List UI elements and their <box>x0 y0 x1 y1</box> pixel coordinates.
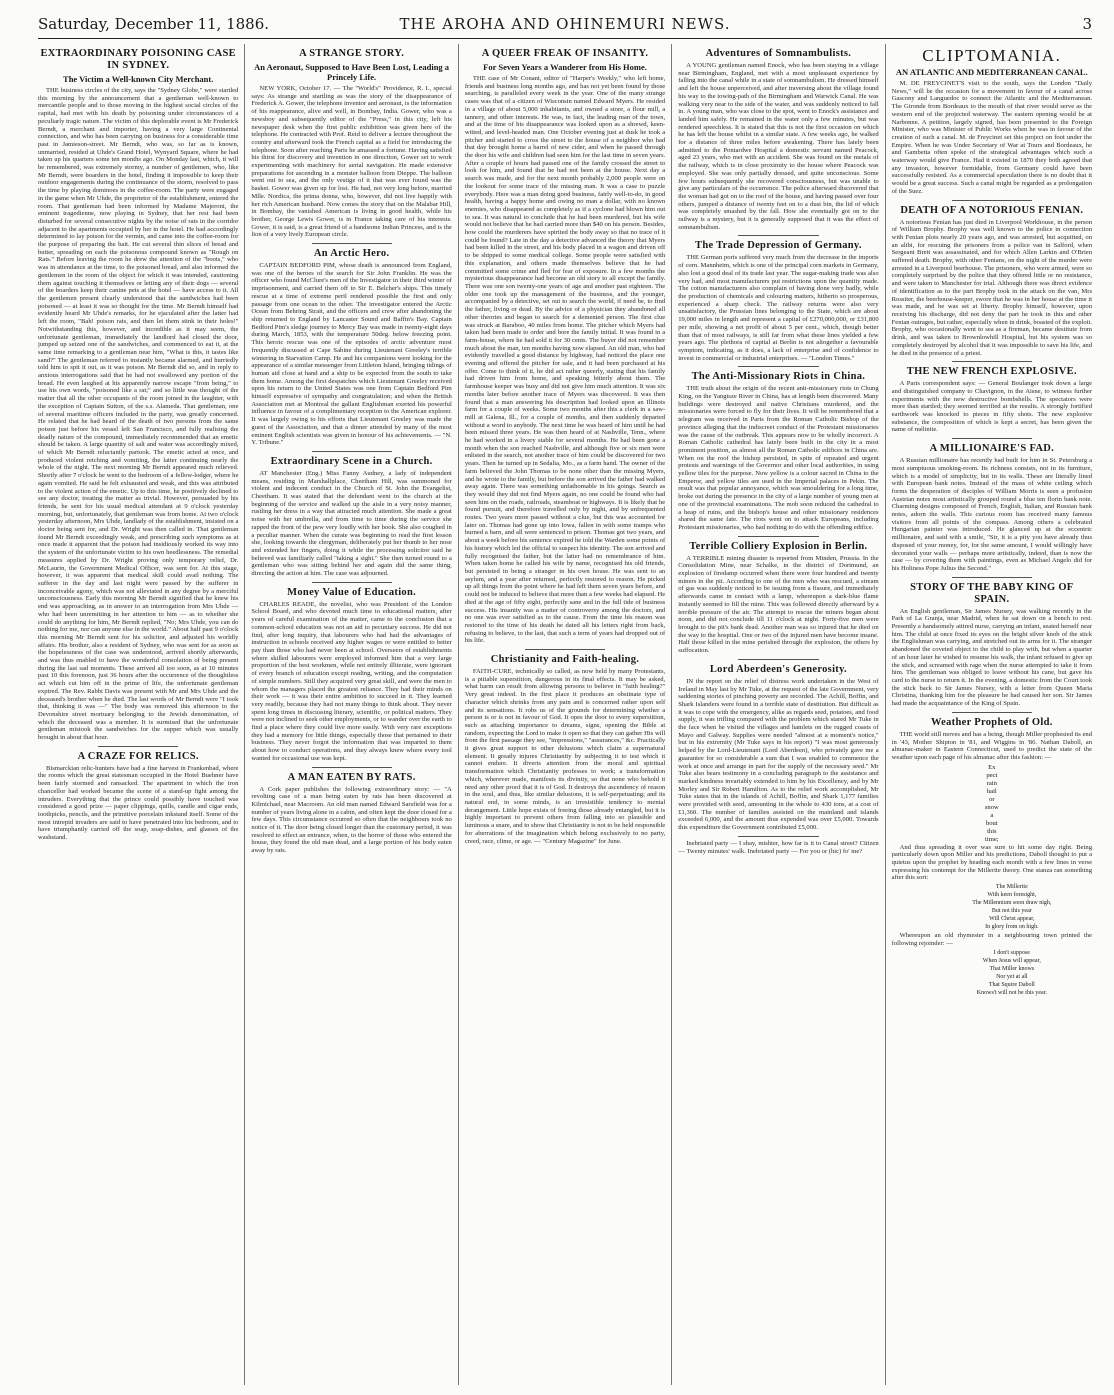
article-headline: A MAN EATEN BY RATS. <box>287 771 416 783</box>
article-headline: An Arctic Hero. <box>313 248 390 260</box>
verse-line: I don't suppose <box>993 949 1030 956</box>
verse-line: Ex <box>988 763 996 771</box>
verse-line: With keen foresight, <box>987 892 1037 899</box>
almanac-verse <box>892 764 1092 844</box>
divider <box>312 767 392 768</box>
newspaper-title: THE AROHA AND OHINEMURI NEWS. <box>399 15 731 33</box>
article-body: THE truth about the origin of the recent anti-missionary riots in Chung King, on the Yangtsze River in China, has at length been discovered. Many buildings were destroyed and native Christians murdered, and the missionaries were forced to fly for their lives. It will be remembered that a telegram was received in Paris from the Roman Catholic Bishop of the province alleging that the indiscreet conduct of the Protestant missionaries was the cause of the outbreak. This appears now to be wholly incorrect. A Roman Catholic cathedral has lately been built in the city in a most prominent position, as almost all the Roman Catholic edifices in China are. When on the roof the bishop persisted, in spite of repeated and urgent protests and warnings of the Governor and other local authorities, in using yellow tiles for the purpose. Now yellow is a colour sacred in China to the Emperor, and yellow tiles are used in the Imperial palaces in Pekin. The result was that popular annoyance, which was smouldering for a long time, broke out during the presence in the city of a large number of young men at one of the provincial examinations. The mob soon reduced the cathedral to a heap of ruins, and the bishop's house and other missionary residences shared the same fate. The riots went on to attack Europeans, including Protestant missionaries, who had nothing to do with the offending edifice. <box>678 385 879 531</box>
verse-line: this <box>987 827 997 835</box>
article-body: A notorious Fenian has just died in Liverpool Workhouse, in the person of William Brophy. Brophy was well known to the police in connection with Fenian plots nearly 20 years ago, and was arrested, but acquitted, on an alibi, for rescuing the prisoners from a police van in Salford, when Sergeant Brett was assassinated, and for which Allen Larkin and O'Brien suffered death. Brophy, with other Fenians, on the night of the murder were arrested in a Liverpool beerhouse. The prisoners, who were armed, were so completely surprised by the police that they offered little or no resistance, and were taken to Manchester for trial. Although there was direct evidence of identification as to the part Brophy took in the attack on the van, Mrs Rossiter, the beerhouse-keeper, swore that he was in her house at the time it was made, and he was set at liberty. Brophy himself, however, upon receiving his discharge, did not deny the part he took in this and other Fenian outrages, but rather, especially when in drink, boasted of the exploit. Brophy, who occasionally went to sea as a fireman, became destitute from drink, and was taken to Brownlowhill Hospital, but his system was so completely destroyed by alcohol that it was impossible to save his life, and he died in the presence of a priest. <box>891 218 1093 357</box>
article-headline: Extraordinary Scene in a Church. <box>270 455 433 467</box>
divider <box>952 200 1032 201</box>
columns <box>38 44 1092 1385</box>
column-5 <box>885 44 1092 1385</box>
article-body: CHARLES READE, the novelist, who was President of the London School Board, and who devoted much time to educational matters, after years of careful examination of the matter, came to the conclusion that a common-school education was not an aid to pecuniary success. He did not find, after long inquiry, that labourers who had had the advantages of instruction in schools received any higher wages or were entitled to better pay than those who had never been at school. Overseers of establishments where skilled labourers were employed informed him that a very large proportion of the best workmen, while not entirely illiterate, were ignorant of every branch of education except reading, writing, and the computation of simple numbers. Still they acquired very great skill, and were the men to whom the managers placed the greatest reliance. They had their minds on their work — it was their entire ambition to succeed in it. They learned very readily, because they had not many things to think about. They never spent long times in discussing literary, scientific, or political matters. They were not inclined to seek other employments, or to wander over the earth to find a place where they could live more easily. With very rare exceptions they had a memory for little things, especially those that pertained to their business. They never forgot the information that was imparted to them about how to conduct operations, and they always knew where every tool wanted for occasional use was kept. <box>251 600 452 762</box>
divider <box>312 451 392 452</box>
article-body: And thus spreading it over was sure to hit some day right. Being particularly down upon Miller and his predictions, Daboll thought to put a quietus upon the prophet by heading each month with a few lines in verse expressing his contempt for the Millerite theory. One stanza ran something after this sort: <box>891 843 1093 882</box>
divider <box>952 712 1032 713</box>
verse-line: snow <box>984 803 999 811</box>
article-body: A Russian millionaire has recently had built for him in St. Petersburg a most sumptuous smoking-room. Its richness consists, not in its furniture, which is a model of simplicity, but in its walls. These are literally lined with European bank notes. Instead of the mass of white ceiling which forms the desperation of disciples of William Morris is seen a profusion Austrian notes most artistically grouped round a blue ten florin bank note. Charming designs composed of French, English, Italian, and Russian bank notes, adorn the walls. This curious room has received many famous visitors from all points of the compass. Among others a celebrated Hungarian painter was introduced. He glanced up at the eccentric millionaire, and said with a smile, "Sir, it is a pity you have already thus disposed of your money, for, for the same amount, I would willingly have decorated your walls — perhaps more artistically, indeed, than is now the case — by covering them with paintings, even as Michael Angelo did for his Holiness Pope Julius the Second." <box>891 457 1093 572</box>
divider <box>952 438 1032 439</box>
divider <box>738 659 818 660</box>
article-headline: Christianity and Faith-healing. <box>490 654 640 666</box>
verse-line: bout <box>985 819 998 827</box>
divider <box>738 836 818 837</box>
column-3 <box>458 44 671 1385</box>
article-body: A Cork paper publishes the following extraordinary story: — "A revolting case of a man being eaten by rats has been discovered at Kilmichael, near Macroom. An old man named Edward Sarsfield was for a number of years living alone in a cabin, and often kept the door closed for a few days. This circumstance occurred so often that the neighbours took no notice of it. The door being closed longer than the customary period, it was resolved to effect an entrance, when, to the horror of those who entered the house, they found the old man dead, and a large portion of his body eaten away by rats. <box>251 785 452 855</box>
divider <box>738 366 818 367</box>
article-headline: A CRAZE FOR RELICS. <box>77 750 199 762</box>
filler-joke: Inebriated party — I shay, mishter, how far is it to Canal street? Citizen — Twenty minutes' walk. Inebriated party — For you or (hic) fo' me? <box>678 839 879 855</box>
article-headline: A STRANGE STORY. <box>299 48 405 59</box>
verse-line: hail <box>986 787 997 795</box>
verse-line: But not this year <box>991 908 1032 915</box>
article-body: M. DE FREYCINET'S visit to the south, says the London "Daily News," will be the occasion for a movement in favour of a canal across Gascony and Languedoc to connect the Atlantic and the Mediterranean. The Gironde from Bordeaux to the mouth of that river would serve as the western end of the projected waterway. The eastern opening would be at Narbonne. A petition, largely signed, has been presented to the Foreign Minister, who was Minister of Public Works when he was in favour of the creation of such a canal. M. de Freycinet set this project on foot under the Empire. When he was Under Secretary of War at Tours and Bordeaux, he and Gambetta often spoke of the strategical advantages which such a waterway would give France. Had it existed in 1870 they both agreed that any invasion, however formidable, from Germany could have been successfully resisted. As a commercial speculation there is no doubt that it would be a great success. Such a canal might be regarded as a prolongation of the Suez. <box>891 80 1093 195</box>
article-body: CAPTAIN BEDFORD PIM, whose death is announced from England, was one of the heroes of the search for Sir John Franklin. He was the officer who found McClure's men of the Investigator in their third winter of imprisonment, and carried them off to Sir E. Belcher's ships. This timely rescue at a time of extreme peril rendered possible the first and only passage from one ocean to the other. The investigator entered the Arctic Ocean from Behring Strait, and the officers and crew after abandoning the ship returned to England by Lancaster Sound and Baffin's Bay. Captain Bedford Pim's sledge journey to Mercy Bay was made in twenty-eight days during March, 1853, with the temperature 50deg. below freezing point. This heroic rescue was one of the episodes of arctic adventure most frequently discussed at Cape Sabine during Lieutenant Greeley's terrible wintering in Starvation Camp. He and his companions were looking for the appearance of a similar messenger from Littleton Island, bringing tidings of human aid close at hand and a ship to be expected from the south to take them home. Among the first despatches which Lieutenant Greeley received upon his return to the United States was one from Captain Bedford Pim himself expressive of sympathy and congratulation; and when the British Association met at Montreal the gallant Englishman exerted his powerful influence in favour of a complimentary reception to the American explorer. It was largely owing to his efforts that Lieutenant Greeley was made the guest of the Association, and that a dinner attended by many of the most eminent English scientists was given in honour of his achievements. — "N. Y. Tribune." <box>251 262 452 447</box>
divider <box>952 577 1032 578</box>
article-headline: Weather Prophets of Old. <box>930 716 1053 728</box>
article-headline: STORY OF THE BABY KING OF SPAIN. <box>910 581 1074 605</box>
article-body: A TERRIBLE mining disaster is reported from Minden, Prussia. In the Consolidation Mine, near Schalke, in the district of Dortmund, an explosion of firedamp occurred when there were four hundred and twenty miners in the pit. According to one of the men who was rescued, a stream of gas was suddenly noticed to be issuing from a fissure, and immediately afterwards came in contact with a lamp, whereupon a dark-blue flame instantly seemed to fill the mine. This was followed directly afterward by a terrible pressure of the air. The attempt to rescue the miners began about noon, and did not conclude till 11 o'clock at night. Forty-five men were brought to the pit's bank dead. Another man was so injured that he died on the way to the hospital. One or two of the injured men have become insane. Half those killed in the mine perished through the explosion, the others by suffocation. <box>678 554 879 655</box>
article-body: An English gentleman, Sir James Nursey, was walking recently in the Park of La Granja, near Madrid, when he sat down on a bench to rest. Presently a handsomely attired nurse, carrying an infant, seated herself near him. The child at once fixed its eyes on the bright silver knob of the stick the Englishman was carrying, and stretched out its arms for it. The stranger abandoned the coveted object to the child to play with, but when a quarter of an hour later he wished to resume his walk, the infant refused to give up the stick, and screamed with rage when the nurse attempted to take it from him. The gentleman was obliged to leave without his cane, but gave his card to the nurse to return it. In the evening, a domestic from the Court took the stick back to Sir James Nursey, with a letter from Queen Maria Christina, thanking him for the pleasure he had caused her son. Sir James had made the acquaintance of the King of Spain. <box>891 607 1093 708</box>
article-body: A Paris correspondent says: — General Boulanger took down a large and distinguished company to Chavignon, in the Aisne, to witness further experiments with the new destructive bombshells. The spectators were more than startled; they seemed terrified at the results. A strongly fortified earthwork was knocked to pieces in fifty shots. The new explosive substance, the composition of which is kept a secret, has been given the name of mélinite. <box>891 380 1093 434</box>
article-body: THE business circles of the city, says the "Sydney Globe," were startled this morning by the announcement that a gentleman well-known to mercantile people and to those moving in the highest social circles of the capital, had met with his death by poisoning under circumstances of a peculiarly tragic nature. The victim of this deplorable event is Mr Frederick Berndt, a merchant and importer, having a very large Continental connection, and who has been carrying on business for a considerable time past in Jamieson-street. Mr Berndt, who was, so far as is known, unmarried, resided at Uhde's Grand Hotel, Wynyard Square, where he had taken up his quarters some ten months ago. On Monday last, which, it will be remembered, was extremely stormy, a number of gentlemen, who, like Mr Berndt, were boarders in the hotel, finding it impossible to keep their outdoor engagements during the continuance of the storm, resolved to pass the time by playing dominoes in the coffee-room. The party were engaged in the game when Mr Uhde, the proprietor of the establishment, entered the room. That gentleman had been informed by Madame Majeroni, the eminent tragedienne, now playing in Sydney, that her rest had been disturbed for several consecutive nights by the noise of rats in the corridor adjacent to the apartments occupied by her in the hotel. He had accordingly determined to lay poison for the vermin, and came into the coffee-room for the purpose of preparing the bait. He cut several thin slices of bread and butter, spreading on each the poisonous compound known as "Rough on Rats." Before leaving the room he drew the attention of the "boots," who was in attendance at the time, to the poisoned bread, and also informed the gentlemen in the room of the object for which it was intended, cautioning them against touching it themselves or letting any of their dogs — several of the boarders keep their canine pets at the hotel — have access to it. All the gentlemen present clearly understood that the sandwiches had been poisoned — at least it was so thought for the time. Mr Berndt himself had evidently heard Mr Uhde's remarks, for he ejaculated after the latter had left the room, "Bah! poison rats, and then let them stink in their holes!" Notwithstanding this, however, and incredible as it may seem, the unfortunate gentleman, immediately the landlord had closed the door, jumped up seized one of the sandwiches, and commenced to eat it, at the same time remarking to a gentleman near him, "What is this, it tastes like sand?" The gentleman referred to instantly became alarmed, and hurriedly told him to spit it out, as it was poison. Mr Berndt did so, and in reply to anxious interrogations said that he had not swallowed any portion of the bread. He even laughed at his apparently narrow escape "from being," to use his own words, "poisoned like a rat;" and so little was thought of the matter that all the other occupants of the room joined in the laughter, with the exception of Captain Sutton, of the s.s. Alameda. That gentleman, one of several maritime officers included in the party, was greatly concerned. He related that he had heard of the death of two persons from the same poison just before his vessel left San Francisco, and fully realising the deadly nature of the compound, immediately recommended that an emetic should be taken. A large quantity of salt and water was accordingly mixed, of which Mr Berndt reluctantly partook. The emetic acted at once, and produced violent retching and vomiting, the latter continuing nearly the whole of the night. The next morning Mr Berndt appeared much relieved. Shortly after 7 o'clock he went to the bedroom of a fellow-lodger, where he again vomited. He said he felt exhausted and weak, and this was attributed to the violent action of the emetic. Up to this time, he positively declined to see any doctor, treating the matter as trivial. However, persuaded by his friends, he sent for his usual medical attendant at 9 o'clock yesterday morning, but, unfortunately, that gentleman was from home. At two o'clock yesterday afternoon, Mrs Uhde, landlady of the establishment, insisted on a doctor being sent for, and Dr. Wright was then called in. That gentleman found Mr Berndt exceedingly weak, and prescribing such symptoms as at once made it apparent that the poison had insidiously worked its way into the system of the unfortunate victim to his own heedlessness. The remedial measures applied by Dr. Wright proving only temporary relief, Dr. McLaurin, the Government Medical Officer, was sent for. At this stage, however, it was apparent that medical skill could avail nothing. The sufferer in the day and last night were passed by the sufferer in inconceivable agony, which was not alleviated in any degree by a merciful unconsciousness. Early this morning Mr Berndt signified that he knew his end was approaching, as in answer to an interrogation from Mrs Uhde — who had been unremitting in her attention to him — as to whether she could do anything for him, Mr Berndt replied, "No; Mrs Uhde, you can do nothing for me, nor can anyone else in the world." About half past 9 o'clock this morning Mr Berndt sent for his solicitor, and adjusted his worldly affairs. His brother, also a resident of Sydney, who was sent for as soon as the hopelessness of the case was understood, arrived shortly afterwards, and was thus enabled to have the wonderful consolation of being present during the last sad moments. These arrived all too soon, as at 10 minutes past 10 this forenoon, just 36 hours after the occurrence of the thoughtless act which cut him off in the prime of life, the unfortunate gentleman expired. The Rev. Rabbi Davis was present with Mr and Mrs Uhde and the deceased's brother when he died. The last words of Mr Berndt were "I took that, thinking it was —" The body was removed this afternoon to the Devonshire street mortuary belonging to the Jewish denomination, of which the deceased was a member. It is surmised that the unfortunate gentleman mistook the sandwiches for the supper which was usually brought in about that hour. <box>38 87 239 742</box>
article-headline: Lord Aberdeen's Generosity. <box>709 663 847 675</box>
article-headline: Terrible Colliery Explosion in Berlin. <box>689 540 868 552</box>
column-1 <box>38 44 244 1385</box>
article-headline: A QUEER FREAK OF INSANITY. <box>481 48 649 59</box>
verse-line: In glory from on high. <box>985 924 1039 931</box>
article-body: THE German ports suffered very much from the decrease in the imports of corn. Mannheim, which is one of the principal corn markets in Germany, also lost a good deal of its trade last year. The sugar-making trade was also very bad, and most manufacturers put restrictions upon the quantity made. The cotton manufacturers also complain of having done very badly, while the production of chemicals and colouring matters, hitherto so prosperous, experienced a sharp check. The railway returns were also very unsatisfactory, the Prussian lines belonging to the State, which are about 19,000 miles in length and represent a capital of £270,000,000, or £31,800 per mile, showing a net profit of about 5 per cent., which, though better than that of most railways, is still far from what these lines yielded a few years ago. The plethora of capital at Berlin is not altogether a favourable symptom, indicating, as it does, a lack of enterprise and of confidence to invest in commercial or industrial enterprises. — "London Times." <box>678 254 879 362</box>
article-body: Bismarckian relic-hunters have had a fine harvest in Frankenbad, where the rooms which the great statesman occupied in the Hotel Buehner have been fairly stormed and ransacked. The apartment in which the iron chancellor had worked became the scene of a stand-up fight among the intruders. Everything that the prince could possibly have touched was considered a good prize — paper clippings, quills, candle and cigar ends, toothpicks, pencils, and the primitive porcelain inkstand itself. Some of the most intrepid invaders are said to have penetrated into his bedroom, and to have triumphantly carried off the soap, soap-dishes, and glasses of the washstand. <box>38 764 239 842</box>
verse-line: The Millennium soon draw nigh, <box>972 900 1052 907</box>
verse-line: time; <box>985 835 999 843</box>
verse-line: That Squire Daboll <box>988 981 1035 988</box>
article-headline: A MILLIONAIRE'S FAD. <box>929 443 1055 455</box>
article-body: Whereupon an old rhymester in a neighbouring town printed the following rejoinder: — <box>891 932 1093 947</box>
article-headline: Money Value of Education. <box>287 586 417 598</box>
article-body: THE world still moves and has a being, though Miller prophesied its end in '43, Mother Shipton in '81, and Wiggins in '86. Nathan Daboll, an almanac-maker in Eastern Connecticut, used to predict the state of the weather upon each page of his almanac after this fashion: — <box>891 730 1093 761</box>
divider <box>525 649 605 650</box>
millerite-verse <box>932 884 1092 932</box>
column-4 <box>671 44 884 1385</box>
article-headline: THE NEW FRENCH EXPLOSIVE. <box>906 366 1077 378</box>
article-subhead: For Seven Years a Wanderer from His Home. <box>483 62 647 72</box>
verse-line: When Jesus will appear, <box>982 957 1041 964</box>
verse-line: The Millerite <box>995 884 1028 891</box>
article-subhead: An Aeronaut, Supposed to Have Been Lost, Leading a Princely Life. <box>254 62 450 82</box>
verse-line: rain <box>986 779 997 787</box>
divider <box>312 582 392 583</box>
masthead <box>38 12 1092 39</box>
article-body: A YOUNG gentleman named Enock, who has been staying in a village near Birmingham, England, met with a most unpleasant experience by falling into the canal while in a state of somnambulism. He dressed himself and left the house unperceived, and after traversing about the village found his way to the towing-path of the Birmingham and Warwick Canal. He was walking very near to the side of the water, and was suddenly noticed to fall in. A young man, who was close to the spot, went to Enock's assistance and landed him safely. He remained in the water only a few minutes, but was rendered speechless. It is stated that this is not the first occasion on which he has left the house whilst in a similar state. A few weeks ago, he walked for a distance of three miles before awakening. There has lately been admitted to the Pontardwe Hospital a domestic servant named Peacock, aged 23 years, who met with an accident. She was found on the metals of the railway, which is in close proximity to the house where Peacock was employed. She was only partially dressed, and quite unconscious. Some few hours subsequently she recovered consciousness, but was unable to give any particulars of the occurrence. The police afterward discovered that the woman had got on to the roof of the house, and having passed over four others, jumped a distance of twenty feet on to a dust bin, the lid of which was completely smashed by the fall. How she eventually got on to the railway is a mystery, but it is generally supposed that it was the effect of somnambulism. <box>678 62 879 231</box>
divider <box>738 536 818 537</box>
section-headline: CLIPTOMANIA. <box>922 46 1062 65</box>
article-headline: DEATH OF A NOTORIOUS FENIAN. <box>900 204 1084 216</box>
verse-line: or <box>989 795 995 803</box>
article-headline: Adventures of Somnambulists. <box>705 48 852 59</box>
article-body: AT Manchester (Eng.) Miss Fanny Audney, a lady of independent means, residing in Marshallplace, Cheetham Hill, was summoned for violent and indecent conduct in the Church of St. John the Evangelist, Cheetham. It was stated that the defendant went to the church at the beginning of the service and walked up the aisle in a very noisy manner, rustling her dress in a way that attracted much attention. She made a great noise with her umbrella, and from time to time during the service she rapped the front of the pew very loudly with her book. She also coughed in a peculiar manner. When the curate was beginning to read the first lesson she, looking towards the clergyman, deliberately put her thumb to her nose and extended her fingers, doing it while the processing solicitor said he believed was familiarly called "taking a sight." She then turned round to a gentleman who was sitting behind her and again did the same thing, directing the action at him. The case was adjourned. <box>251 469 452 578</box>
page-number: 3 <box>1082 15 1092 33</box>
article-body: FAITH-CURE, technically so called, as now held by many Protestants, is a pitiable superstition, dangerous in its final effects. It may be asked, what harm can result from allowing persons to believe in "faith healing?" Very great indeed. In the first place it produces an obstinate type of character which shrinks from any pain and is concerned rather upon self and its sensations. It robs us of the grounds for determining whether a person is or is not in favour of God. It opes the door to every superstition, such as attaching importance to dreams, signs, opening the Bible at random, expecting the Lord to make it open so that they can gather His will from the first passage they see, "impressions," "assurances," &c. Practically it gives great support to other delusions which claim a supernatural element. It greatly injures Christianity by subjecting it to test which it cannot endure. It diverts attention from the moral and spiritual transformation which Christianity professes to work; a transformation which, wherever made, manifests its divinity, so that none who behold it need any other proof that it is of God. It destroys the ascendency of reason in the soul, and thus, like similar delusions, it is self-perpetuating; and its natural end, in some minds, is an irresistible tendency to mental derangement. Little hope exists of freeing those already entangled, but it is highly important to prevent others from falling into so plausible and luminous a snare, and to show that Christianity is not to be held responsible for aberrations of the imagination which belong exclusively to no party, creed, race, clime, or age. — "Century Magazine" for June. <box>464 668 666 845</box>
article-headline: The Anti-Missionary Riots in China. <box>691 371 866 383</box>
rejoinder-verse <box>932 950 1092 998</box>
divider <box>98 746 178 747</box>
article-body: IN the report on the relief of distress work undertaken in the West of Ireland in May last by Mr Tuke, at the request of the late Government, very saddening stories of pinching poverty are recorded. The Achill, Boffin, and Shark Islanders were found in a terrible state of destitution. But difficult as it was to cope with the emergency, alike as regards seed, potatoes, and food supply, it was trifling compared with the problem which stared Mr Tuke in the face when he visited the villages and hamlets on the rugged coasts of Mayo and Galway. Supplies were needed "almost at a moment's notice," but in his extremity (Mr Tuke says in his report) "I was most generously helped by the Lord-Lieutenant (Lord Aberdeen), who privately gave me a guarantee for so considerable a sum that I was enabled to commence the work at once and arrange in part for the supply of the necessary seed." Mr Tuke also bears testimony in a concluding paragraph to the assistance and marked kindness invariably extended to him by his Excellency, and by Mr Morley and Sir Robert Hamilton. As to the relief work accomplished, Mr Tuke states that in the islands of Achill, Boffin, and Shark 1,177 families were provided with seed, amounting in the whole to 430 tons, at a cost of £1,360. The number of families assisted on the mainland and islands exceeded 6,000, and the amount thus expended was over £5,000. Towards this expenditure the Government contributed £5,000. <box>678 677 879 832</box>
verse-line: pect <box>986 771 998 779</box>
verse-line: a <box>990 811 994 819</box>
verse-line: Will Christ appear, <box>989 916 1035 923</box>
divider <box>952 361 1032 362</box>
issue-date: Saturday, December 11, 1886. <box>38 15 270 33</box>
verse-line: Nor yet at all <box>996 973 1028 980</box>
column-2 <box>244 44 457 1385</box>
verse-line: That Miller knows <box>989 965 1035 972</box>
article-body: THE case of Mr Conant, editor of "Harper's Weekly," who left home, friends and business long months ago, and has not yet been found by those searching, is paralleled every week in the year. One of the many strange cases was that of a citizen of Wisconsin named Edward Myers. He resided in a village of about 5,000 inhabitants, and owned a store, a flour mill, a tannery, and other interests. He was, in fact, the leading man of the town, and at the time of his disappearance was looked upon as a shrewd, keen-witted, and level-headed man. One October evening just at dusk he took a pitcher and started to cross the street to the house of a neighbor who had that day brought home a barrel of new cider, and when he passed through the door his wife and children had seen him for the last time in seven years. After a couple of hours had passed one of the family crossed the street to look for him, and found that he had not been at the house. Next day a search was made, and for the next month probably 2,000 people were on the lookout for some trace of the missing man. It was a case to puzzle everybody. Here was a man doing good business, fairly well-to-do, in good health, having a happy home and owing no man a dollar, with no known enemies, who disappeared as completely as if a cyclone had blown him out to sea. It was natural to conclude that he had been murdered, but his wife would not believe that he had carried more than $40 on his person. Besides, how could the murderers have spirited the body away so that no trace of it could be found? Late in the day a detective advanced the theory that Myers had been killed in the street, and his body placed in a wagon and driven off to be shipped to some medical college. Some people were satisfied with this explanation, and others made themselves believe that he had committed some crime and fled for fear of exposure. In a few months the mysterious disappearance had become an old story to all except the family. There was one son twenty-one years of age and another past eighteen. The older one took up the management of the business, and the younger, accompanied by a detective, set out to search the world, if need be, to find the father, living or dead. By the advice of a physician they abandoned all other theories and began to search for a demented person. The first clue was struck at Baraboo, 40 miles from home. The pitcher which Myers had taken had been made to order and bore the family initial. It was found in a farm-house, where he had sold it for 30 cents. The buyer did not remember much about the man, ten months having now elapsed. An old man, who had evidently travelled a good distance by highway, had noticed the place one evening and offered the pitcher for sale, and it had been purchased at his offer. Come to think of it, he did act rather queerly, stating that his family had driven him from home, and speaking bitterly about them. The farmhouse keeper was busy and did not give him much attention. It was six months later before another trace of Myers was discovered. It was then found that a man answering his description had looked upon an Illinois farm for a couple of weeks. Some two months after this a clerk in a saw-mill at Galena, Ill., for a couple of months, and then suddenly departed without a word to anybody. The next time he was heard of him until he had been missed three years. He was then heard of at Nashville, Tenn., where he had worked in a livery stable for several months. He had been gone a month when the son reached Nashville, and although five or six men were enlisted in the search, not another trace of him could be discovered for two years. Then he turned up in Sedalia, Mo., as a farm hand. The owner of the farm believed the John Thomas to be none other than the missing Myers, and he wrote to the family, but before the son arrived the father had walked away again. There was something unfathomable in his goings. Search as they would they did not find Myers again, no one could be found who had seen him on the roads, railroads, steamboat or highways. It is likely that he found pursuit, and therefore travelled only by night, and by unfrequented routes. Two years more passed without a clue, but this was accounted for later on. Thomas had gone up into Iowa, fallen in with some tramps who burned a barn, and all were sentenced to prison. Thomas got two years, and about a week before his sentence expired he told the Warden some points of his history which led the official to suspect his identity. The son arrived and fully recognised the father, but the latter had no remembrance of him. When taken home he called his wife by name, recognised his old friends, but persisted in being a stranger in his own house. He was sent to an asylum, and a year after returned, perfectly restored to reason. He picked up all things from the point where he had left them seven years before, and could not be induced to believe that more than a few weeks had elapsed. He died at the age of fifty eight, perfectly sane and in the full tide of business success. His insanity was a matter of controversy among the doctors, and no one was ever satisfied as to the cause. From the time his reason was restored to the time of his death he dated all his letters right from back, refusing to believe, to the last, that such a term of years had dropped out of his life. <box>464 75 666 645</box>
article-subhead: The Victim a Well-known City Merchant. <box>63 74 214 84</box>
divider <box>312 243 392 244</box>
article-body: NEW YORK, October 17. — The "World's" Providence, R. I., special says: As strange and startling as was the story of the disappearance of Frederick A. Gower, the telephone inventor and aeronaut, is the information of his reappearance, alive and well, in Bombay, India. Gower, who was a newsboy and subsequently editor of the "Press," in this city, left his newspaper desk when the first public exhibition was given here of the telephone. He contracted with Prof. Reid to deliver a lecture throughout the country and afterward took the French capital as a field for introducing the telephone. Soon after reaching Paris he amassed a fortune. Having satisfied his thirst for discovery and invention in one direction, Gower set to work experimenting with machinery for aerial navigation. He made extensive preparations for ascending in a monster balloon from Dieppe. The balloon went out to sea, and the only vestige of it that was ever found was the basket. Gower was given up for lost. He had, not very long before, married Mlle. Nordica, the prima donna, who, however, did not live happily with her rich American husband. Now comes the story that on the Malabar Hill, in Bombay, the vanished American is living in good health, while his brother, George Lewis Gower, is in France taking care of his interests. Gower, it is said, is a great friend of a handsome Indian Princess, and is the lion of a very lively European circle. <box>251 85 452 239</box>
divider <box>738 235 818 236</box>
article-headline: The Trade Depression of Germany. <box>695 240 862 252</box>
verse-line: Knows't will not be this year. <box>976 989 1047 996</box>
article-headline: EXTRAORDINARY POISONING CASE IN SYDNEY. <box>40 48 236 71</box>
article-subhead: AN ATLANTIC AND MEDITERRANEAN CANAL. <box>895 67 1088 77</box>
